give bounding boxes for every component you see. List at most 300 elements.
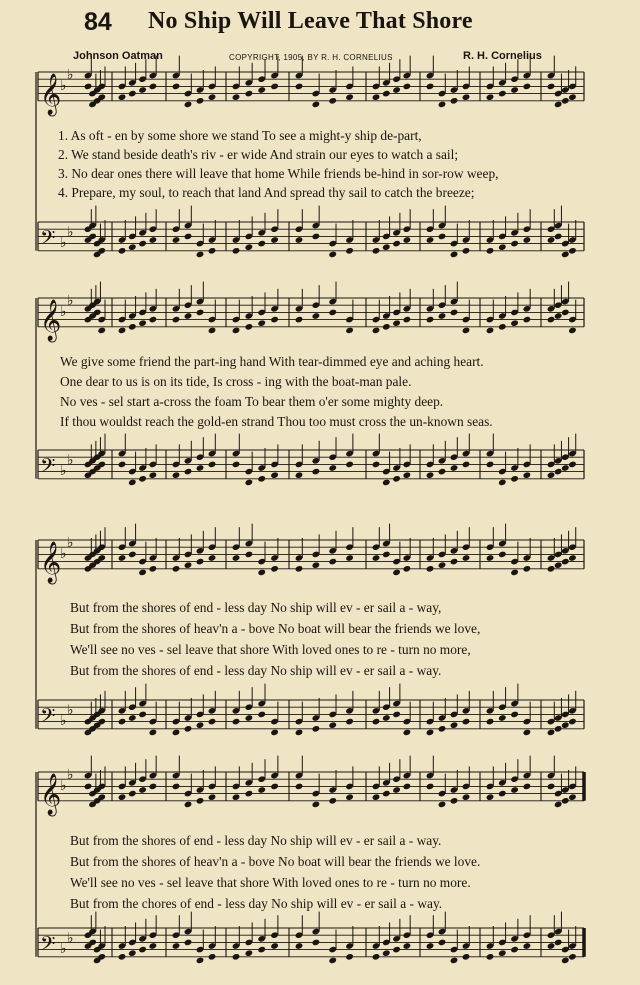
note-head: [345, 327, 354, 335]
note-head: [172, 565, 181, 573]
note-head: [372, 327, 381, 335]
note-head: [128, 790, 137, 798]
note-head: [118, 793, 127, 801]
note-head: [561, 797, 570, 805]
note-head: [450, 251, 459, 259]
note-head: [196, 251, 205, 259]
note-head: [462, 554, 471, 562]
treble-clef-icon: 𝄞: [40, 299, 62, 341]
note-head: [172, 942, 181, 950]
note-head: [523, 316, 532, 324]
note-head: [561, 251, 570, 259]
note-head: [561, 97, 570, 105]
note-head: [184, 101, 193, 109]
note-head: [345, 247, 354, 255]
note-head: [382, 90, 391, 98]
note-head: [208, 793, 217, 801]
note-head: [561, 721, 570, 729]
note-head: [568, 247, 577, 255]
note-head: [208, 554, 217, 562]
note-head: [328, 309, 337, 317]
flat-icon: ♭: [67, 767, 74, 784]
note-head: [392, 240, 401, 248]
note-head: [257, 86, 266, 94]
note-head: [554, 725, 563, 733]
note-head: [118, 461, 127, 469]
note-head: [426, 565, 435, 573]
lyric-verse-4: But from the shores of end - less day No ship will ev - er sail a - way.: [70, 663, 442, 678]
note-head: [345, 953, 354, 961]
note-head: [149, 316, 158, 324]
note-head: [172, 316, 181, 324]
note-head: [232, 93, 241, 101]
note-head: [426, 783, 435, 791]
note-head: [547, 942, 556, 950]
note-head: [232, 247, 241, 255]
bass-clef-icon: 𝄢: [40, 453, 56, 482]
note-head: [149, 729, 158, 737]
bass-clef-icon: 𝄢: [40, 225, 56, 254]
note-head: [208, 718, 217, 726]
note-head: [208, 93, 217, 101]
lyric-verse-3: We'll see no ves - sel leave that shore With loved ones to re - turn no more.: [70, 875, 471, 890]
flat-icon: ♭: [60, 713, 67, 730]
note-head: [345, 554, 354, 562]
flat-icon: ♭: [67, 535, 74, 552]
lyric-verse-1: But from the shores of end - less day No ship will ev - er sail a - way,: [70, 600, 442, 615]
note-head: [426, 316, 435, 324]
note-head: [232, 461, 241, 469]
note-head: [382, 479, 391, 487]
note-head: [295, 471, 304, 479]
note-head: [438, 561, 447, 569]
note-head: [403, 83, 412, 91]
note-head: [312, 233, 321, 241]
note-head: [149, 236, 158, 244]
note-head: [554, 939, 563, 947]
note-head: [232, 953, 241, 961]
note-head: [149, 565, 158, 573]
note-head: [245, 790, 254, 798]
note-head: [392, 786, 401, 794]
note-head: [232, 793, 241, 801]
note-head: [245, 323, 254, 331]
flat-icon: ♭: [60, 463, 67, 480]
note-head: [345, 461, 354, 469]
note-head: [149, 942, 158, 950]
note-head: [486, 793, 495, 801]
note-head: [172, 236, 181, 244]
note-head: [486, 554, 495, 562]
lyric-verse-4: 4. Prepare, my soul, to reach that land And spread thy sail to catch the breeze;: [58, 185, 475, 200]
note-head: [462, 93, 471, 101]
note-head: [312, 939, 321, 947]
note-head: [462, 247, 471, 255]
note-head: [295, 316, 304, 324]
note-head: [208, 327, 217, 335]
note-head: [328, 558, 337, 566]
note-head: [392, 946, 401, 954]
note-head: [498, 479, 507, 487]
note-head: [438, 468, 447, 476]
note-head: [438, 801, 447, 809]
note-head: [208, 461, 217, 469]
note-head: [295, 783, 304, 791]
note-head: [328, 721, 337, 729]
lyric-verse-1: 1. As oft - en by some shore we stand To see a might-y ship de-part,: [58, 128, 422, 143]
note-head: [270, 729, 279, 737]
note-head: [208, 247, 217, 255]
note-head: [196, 309, 205, 317]
note-head: [312, 801, 321, 809]
note-head: [510, 240, 519, 248]
note-head: [270, 783, 279, 791]
note-head: [372, 93, 381, 101]
note-head: [403, 471, 412, 479]
note-head: [382, 551, 391, 559]
note-head: [257, 569, 266, 577]
flat-icon: ♭: [60, 941, 67, 958]
note-head: [372, 718, 381, 726]
flat-icon: ♭: [67, 702, 74, 719]
note-head: [547, 729, 556, 737]
lyric-verse-1: But from the shores of end - less day No ship will ev - er sail a - way.: [70, 833, 442, 848]
note-head: [196, 797, 205, 805]
note-head: [328, 97, 337, 105]
note-head: [486, 93, 495, 101]
note-head: [498, 949, 507, 957]
note-head: [438, 233, 447, 241]
note-head: [547, 565, 556, 573]
note-head: [312, 561, 321, 569]
note-head: [462, 718, 471, 726]
note-head: [196, 97, 205, 105]
note-head: [118, 93, 127, 101]
note-head: [554, 312, 563, 320]
note-head: [568, 554, 577, 562]
note-head: [498, 90, 507, 98]
note-head: [138, 569, 147, 577]
note-head: [196, 957, 205, 965]
note-head: [232, 554, 241, 562]
note-head: [510, 319, 519, 327]
note-head: [426, 83, 435, 91]
note-head: [270, 316, 279, 324]
note-head: [554, 101, 563, 109]
note-head: [84, 783, 93, 791]
note-head: [426, 729, 435, 737]
note-head: [510, 786, 519, 794]
note-head: [568, 718, 577, 726]
note-head: [554, 561, 563, 569]
hymn-title: No Ship Will Leave That Shore: [148, 8, 473, 34]
note-head: [128, 551, 137, 559]
note-head: [510, 86, 519, 94]
note-head: [561, 309, 570, 317]
note-head: [232, 718, 241, 726]
flat-icon: ♭: [60, 78, 67, 94]
note-head: [450, 464, 459, 472]
note-head: [196, 558, 205, 566]
note-head: [392, 319, 401, 327]
lyric-verse-4: If thou wouldst reach the gold-en strand Thou too must cross the un-known seas.: [60, 414, 493, 429]
note-head: [372, 953, 381, 961]
note-head: [257, 319, 266, 327]
flat-icon: ♭: [67, 452, 74, 469]
note-head: [118, 953, 127, 961]
note-head: [561, 558, 570, 566]
lyric-verse-1: We give some friend the part-ing hand With tear-dimmed eye and aching heart.: [60, 354, 484, 369]
note-head: [462, 461, 471, 469]
note-head: [128, 323, 137, 331]
note-head: [118, 327, 127, 335]
lyric-verse-2: But from the shores of heav'n a - bove No boat will bear the friends we love.: [70, 854, 481, 869]
note-head: [232, 327, 241, 335]
note-head: [295, 236, 304, 244]
note-head: [128, 949, 137, 957]
note-head: [462, 793, 471, 801]
note-head: [172, 83, 181, 91]
note-head: [561, 957, 570, 965]
lyric-verse-2: One dear to us is on its tide, Is cross - ing with the boat-man pale.: [60, 374, 412, 389]
note-head: [257, 786, 266, 794]
flat-icon: ♭: [67, 224, 74, 241]
flat-icon: ♭: [60, 546, 67, 562]
note-head: [149, 783, 158, 791]
note-head: [568, 93, 577, 101]
note-head: [196, 464, 205, 472]
note-head: [498, 243, 507, 251]
note-head: [345, 93, 354, 101]
note-head: [138, 711, 147, 719]
note-head: [403, 783, 412, 791]
note-head: [138, 786, 147, 794]
note-head: [295, 729, 304, 737]
note-head: [270, 565, 279, 573]
note-head: [245, 714, 254, 722]
note-head: [172, 471, 181, 479]
note-head: [426, 942, 435, 950]
note-head: [295, 83, 304, 91]
note-head: [184, 468, 193, 476]
note-head: [372, 554, 381, 562]
note-head: [184, 312, 193, 320]
note-head: [403, 236, 412, 244]
note-head: [128, 714, 137, 722]
composer-credit: R. H. Cornelius: [463, 50, 542, 62]
note-head: [523, 783, 532, 791]
note-head: [295, 565, 304, 573]
note-head: [328, 797, 337, 805]
note-head: [438, 101, 447, 109]
note-head: [172, 729, 181, 737]
note-head: [403, 729, 412, 737]
note-head: [149, 83, 158, 91]
note-head: [523, 942, 532, 950]
hymn-number: 84: [84, 8, 112, 36]
flat-icon: ♭: [60, 235, 67, 252]
note-head: [450, 309, 459, 317]
note-head: [270, 471, 279, 479]
note-head: [149, 471, 158, 479]
note-head: [372, 461, 381, 469]
note-head: [196, 721, 205, 729]
note-head: [523, 565, 532, 573]
note-head: [486, 327, 495, 335]
note-head: [486, 461, 495, 469]
note-head: [450, 797, 459, 805]
lyric-verse-3: 3. No dear ones there will leave that home While friends be-hind in sor-row weep,: [58, 166, 499, 181]
note-head: [498, 714, 507, 722]
note-head: [118, 718, 127, 726]
note-head: [554, 233, 563, 241]
note-head: [510, 569, 519, 577]
note-head: [184, 561, 193, 569]
note-head: [372, 793, 381, 801]
flat-icon: ♭: [60, 778, 67, 794]
lyric-verse-2: But from the shores of heav'n a - bove No boat will bear the friends we love,: [70, 621, 481, 636]
lyric-verse-2: 2. We stand beside death's riv - er wide And strain our eyes to watch a sail;: [58, 147, 459, 162]
note-head: [245, 479, 254, 487]
note-head: [450, 97, 459, 105]
lyric-verse-4: But from the chores of end - less day No ship will ev - er sail a - way.: [70, 896, 443, 911]
note-head: [547, 783, 556, 791]
note-head: [568, 793, 577, 801]
note-head: [392, 86, 401, 94]
note-head: [312, 725, 321, 733]
note-head: [403, 316, 412, 324]
note-head: [392, 569, 401, 577]
lyric-verse-3: We'll see no ves - sel leave that shore With loved ones to re - turn no more,: [70, 642, 471, 657]
note-head: [245, 551, 254, 559]
lyric-verse-3: No ves - sel start a-cross the foam To bear them o'er some mighty deep.: [60, 394, 444, 409]
flat-icon: ♭: [67, 293, 74, 310]
note-head: [138, 86, 147, 94]
note-head: [438, 312, 447, 320]
note-head: [172, 783, 181, 791]
note-head: [486, 247, 495, 255]
note-head: [498, 551, 507, 559]
note-head: [462, 327, 471, 335]
bass-clef-icon: 𝄢: [40, 703, 56, 732]
treble-clef-icon: 𝄞: [40, 73, 62, 115]
note-head: [510, 475, 519, 483]
note-head: [426, 236, 435, 244]
note-head: [547, 236, 556, 244]
note-head: [245, 90, 254, 98]
note-head: [257, 946, 266, 954]
note-head: [128, 243, 137, 251]
note-head: [270, 942, 279, 950]
note-head: [328, 251, 337, 259]
note-head: [426, 471, 435, 479]
note-head: [382, 949, 391, 957]
note-head: [138, 319, 147, 327]
note-head: [547, 316, 556, 324]
note-head: [450, 558, 459, 566]
note-head: [510, 711, 519, 719]
note-head: [184, 233, 193, 241]
note-head: [184, 801, 193, 809]
note-head: [257, 711, 266, 719]
note-head: [138, 946, 147, 954]
note-head: [345, 718, 354, 726]
note-head: [462, 953, 471, 961]
note-head: [450, 721, 459, 729]
note-head: [84, 83, 93, 91]
note-head: [392, 711, 401, 719]
note-head: [498, 323, 507, 331]
note-head: [295, 942, 304, 950]
lyricist-credit: Johnson Oatman: [73, 50, 163, 62]
note-head: [498, 790, 507, 798]
note-head: [382, 790, 391, 798]
note-head: [328, 957, 337, 965]
note-head: [97, 327, 106, 335]
note-head: [128, 479, 137, 487]
note-head: [118, 247, 127, 255]
note-head: [554, 801, 563, 809]
note-head: [245, 949, 254, 957]
note-head: [128, 90, 137, 98]
note-head: [523, 471, 532, 479]
note-head: [561, 464, 570, 472]
note-head: [568, 327, 577, 335]
note-head: [382, 714, 391, 722]
treble-clef-icon: 𝄞: [40, 541, 62, 583]
note-head: [312, 468, 321, 476]
note-head: [345, 793, 354, 801]
note-head: [312, 101, 321, 109]
note-head: [438, 939, 447, 947]
note-head: [245, 243, 254, 251]
note-head: [547, 471, 556, 479]
note-head: [138, 475, 147, 483]
note-head: [403, 942, 412, 950]
note-head: [382, 323, 391, 331]
note-head: [510, 946, 519, 954]
note-head: [568, 953, 577, 961]
note-head: [486, 953, 495, 961]
note-head: [257, 475, 266, 483]
note-head: [523, 83, 532, 91]
copyright-notice: COPYRIGHT, 1905, BY R. H. CORNELIUS: [229, 53, 393, 62]
note-head: [554, 468, 563, 476]
note-head: [118, 554, 127, 562]
note-head: [523, 729, 532, 737]
note-head: [450, 957, 459, 965]
note-head: [382, 243, 391, 251]
bass-clef-icon: 𝄢: [40, 931, 56, 960]
note-head: [184, 725, 193, 733]
note-head: [568, 461, 577, 469]
note-head: [547, 83, 556, 91]
note-head: [328, 464, 337, 472]
note-head: [438, 725, 447, 733]
flat-icon: ♭: [67, 930, 74, 947]
flat-icon: ♭: [60, 304, 67, 320]
note-head: [372, 247, 381, 255]
note-head: [138, 240, 147, 248]
note-head: [392, 475, 401, 483]
note-head: [257, 240, 266, 248]
note-head: [184, 939, 193, 947]
note-head: [523, 236, 532, 244]
note-head: [270, 83, 279, 91]
note-head: [270, 236, 279, 244]
treble-clef-icon: 𝄞: [40, 773, 62, 815]
note-head: [486, 718, 495, 726]
